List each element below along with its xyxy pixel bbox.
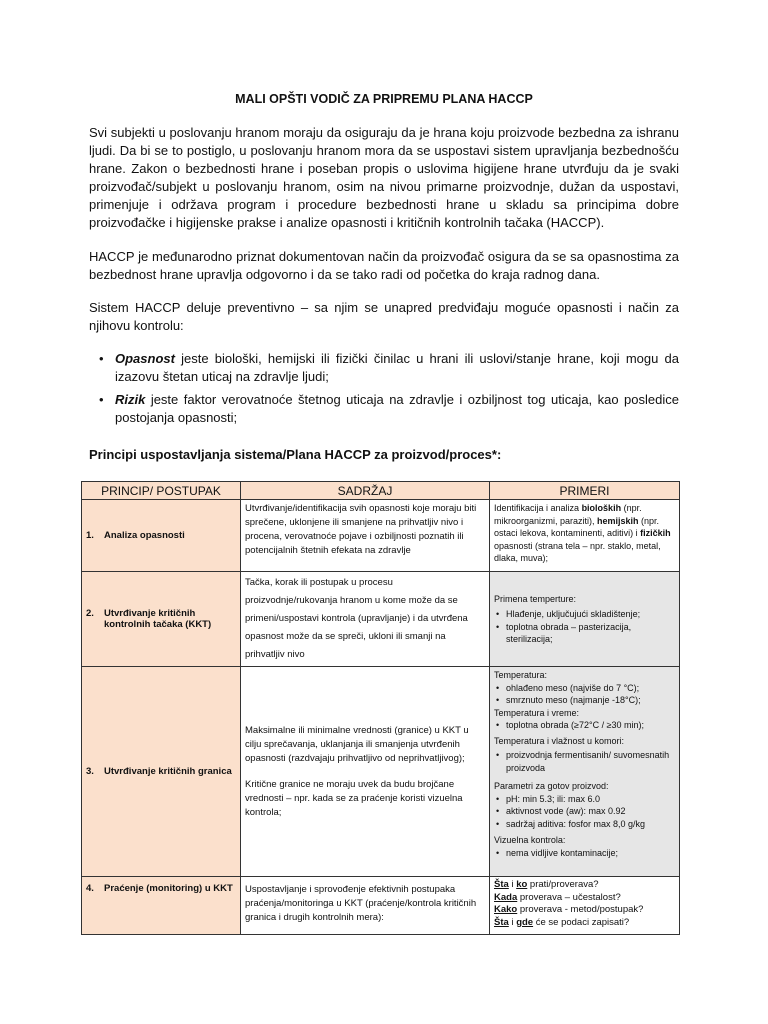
content-cell: Utvrđivanje/identifikacija svih opasnosti koje moraju biti sprečene, uklonjene ili smanjene na prihvatljiv nivo i procena, verovatnoće pojave i ozbiljnosti poznatih ili potencijalnih štetnih efekata na zdravlje (241, 500, 490, 572)
example-heading: Temperatura i vlažnost u komori: (494, 735, 625, 746)
question-text: će se podaci zapisati? (533, 916, 630, 928)
intro-paragraph-1: Svi subjekti u poslovanju hranom moraju da osiguraju da je hrana koju proizvode bezbedna za ishranu ljudi. Da bi se to postiglo, u poslovanju hranom mora da se uspostavi sistem upravljanja bezbednošću hrane. Zakon o bezbednosti hrane i poseban propis o uslovima higijene hrane utvrđuju da je svaki proizvođač/subjekt u poslovanju hranom, osim na nivou primarne proizvodnje, dužan da uspostavi, primenjuje i održava program i procedure bezbednosti hrane u skladu sa principima dobre proizvođačke i higijenske prakse i analize opasnosti i kritičnih kontrolnih tačaka (HACCP). (89, 125, 679, 230)
principle-cell (82, 500, 241, 572)
row-number: 1. (86, 530, 94, 541)
content-cell: Uspostavljanje i sprovođenje efektivnih postupaka praćenja/monitoringa u KKT (praćenje/kontrola kritičnih granica i drugih kontrolnih mera): (241, 877, 490, 935)
column-header-content: SADRŽAJ (241, 482, 490, 500)
content-cell: Tačka, korak ili postupak u procesu proizvodnje/rukovanja hranom u kome može da se primeni/uspostavi kontrola (upravljanje) i da utvrđena opasnost može da se spreči, ukloni ili smanji na prihvatljiv nivo (241, 572, 490, 667)
examples-cell (490, 667, 680, 877)
section-heading: Principi uspostavljanja sistema/Plana HACCP za proizvod/proces*: (89, 447, 502, 462)
question-what-who (494, 879, 675, 892)
example-bold: fizičkih (640, 528, 671, 538)
question-keyword: Šta (494, 879, 509, 890)
example-text: Identifikacija i analiza (494, 503, 582, 513)
question-text: proverava – učestalost? (517, 891, 621, 903)
example-heading: Temperatura: (494, 670, 548, 680)
content-text: Maksimalne ili minimalne vrednosti (granice) u KKT u cilju sprečavanja, uklanjanja ili smanjenja utvrđenih opasnosti (razdvajaju prihvatljivo od neprihvatljivog); (245, 724, 469, 764)
examples-cell (490, 500, 680, 572)
question-keyword: Kako (494, 904, 518, 915)
example-heading: Vizuelna kontrola: (494, 835, 566, 845)
definition-text: jeste biološki, hemijski ili fizički činilac u hrani ili uslovi/stanje hrane, koji mogu da izazovu štetan uticaj na zdravlje ljudi; (115, 351, 679, 384)
examples-cell (490, 877, 680, 935)
example-heading: Parametri za gotov proizvod: (494, 781, 609, 791)
list-item: • smrznuto meso (najmanje -18°C); (506, 694, 675, 707)
examples-list (494, 682, 675, 707)
question-when (494, 892, 675, 905)
list-item: • toplotna obrada (≥72°C / ≥30 min); (506, 719, 675, 732)
principle-label: Analiza opasnosti (104, 530, 185, 541)
example-heading: Temperatura i vreme: (494, 707, 580, 718)
question-how (494, 904, 675, 917)
row-number: 2. (86, 608, 94, 619)
examples-list (494, 719, 675, 732)
definition-term: Rizik (115, 392, 146, 407)
principle-label: Praćenje (monitoring) u KKT (104, 883, 233, 894)
column-header-examples: PRIMERI (490, 482, 680, 500)
definitions-list (89, 350, 679, 432)
intro-paragraph-2: HACCP je međunarodno priznat dokumentovan način da proizvođač osigura da se sa opasnostima za bezbednost hrane upravlja odgovorno i da se tako radi od početka do kraja radnog dana. (89, 249, 679, 282)
definition-rizik (89, 391, 679, 427)
question-text: proverava - metod/postupak? (517, 904, 644, 915)
question-keyword: gde (516, 916, 534, 928)
table-row (82, 572, 680, 667)
haccp-principles-table (81, 481, 680, 935)
example-bold: bioloških (581, 503, 622, 513)
principle-cell (82, 877, 241, 935)
list-item: • ohlađeno meso (najviše do 7 °C); (506, 682, 675, 695)
content-cell (241, 667, 490, 877)
question-where (494, 917, 675, 930)
column-header-principle: PRINCIP/ POSTUPAK (82, 482, 241, 500)
principle-label: Utvrđivanje kritičnih granica (104, 766, 232, 777)
list-item: • pH: min 5.3; ili: max 6.0 (506, 793, 675, 806)
principle-label: Utvrđivanje kritičnih kontrolnih tačaka (KKT) (104, 608, 212, 630)
definition-text: jeste faktor verovatnoće štetnog uticaja na zdravlje i ozbiljnost tog uticaja, kao posledice postojanja opasnosti; (115, 392, 679, 425)
question-keyword: ko (516, 879, 528, 890)
list-item: • toplotna obrada – pasterizacija, sterilizacija; (506, 621, 675, 646)
row-number: 4. (86, 883, 94, 894)
definition-term: Opasnost (115, 351, 175, 366)
examples-cell (490, 572, 680, 667)
page-title: MALI OPŠTI VODIČ ZA PRIPREMU PLANA HACCP (235, 92, 533, 106)
list-item: • sadržaj aditiva: fosfor max 8,0 g/kg (506, 818, 675, 831)
principle-cell (82, 667, 241, 877)
example-text: opasnosti (strana tela – npr. staklo, metal, dlaka, muva); (494, 540, 661, 563)
question-text: prati/proverava? (527, 879, 599, 890)
example-text: (npr. ostaci lekova, kontaminenti, aditivi) i (494, 515, 660, 538)
question-keyword: Kada (494, 891, 518, 903)
question-text: i (508, 879, 517, 890)
example-text: (npr. mikroorganizmi, paraziti), (494, 503, 642, 526)
table-row (82, 500, 680, 572)
question-text: i (508, 916, 517, 928)
examples-list (494, 608, 675, 646)
table-row (82, 667, 680, 877)
content-text: Kritične granice ne moraju uvek da budu brojčane vrednosti – npr. kada se za praćenje koristi vizuelna kontrola; (245, 778, 463, 818)
examples-list (494, 793, 675, 831)
examples-list (494, 749, 675, 774)
definition-opasnost (89, 350, 679, 386)
question-keyword: Šta (494, 916, 509, 928)
examples-list (494, 847, 675, 860)
table-header-row (82, 482, 680, 500)
intro-paragraph-3: Sistem HACCP deluje preventivno – sa njim se unapred predviđaju moguće opasnosti i način za njihovu kontrolu: (89, 300, 679, 333)
list-item: • Hlađenje, uključujući skladištenje; (506, 608, 675, 621)
table-row (82, 877, 680, 935)
list-item: • aktivnost vode (aw): max 0.92 (506, 805, 675, 818)
list-item: • nema vidljive kontaminacije; (506, 847, 675, 860)
example-bold: hemijskih (597, 515, 639, 526)
list-item: • proizvodnja fermentisanih/ suvomesnatih proizvoda (506, 749, 675, 774)
example-heading: Primena temperture: (494, 593, 577, 604)
principle-cell (82, 572, 241, 667)
row-number: 3. (86, 766, 94, 777)
